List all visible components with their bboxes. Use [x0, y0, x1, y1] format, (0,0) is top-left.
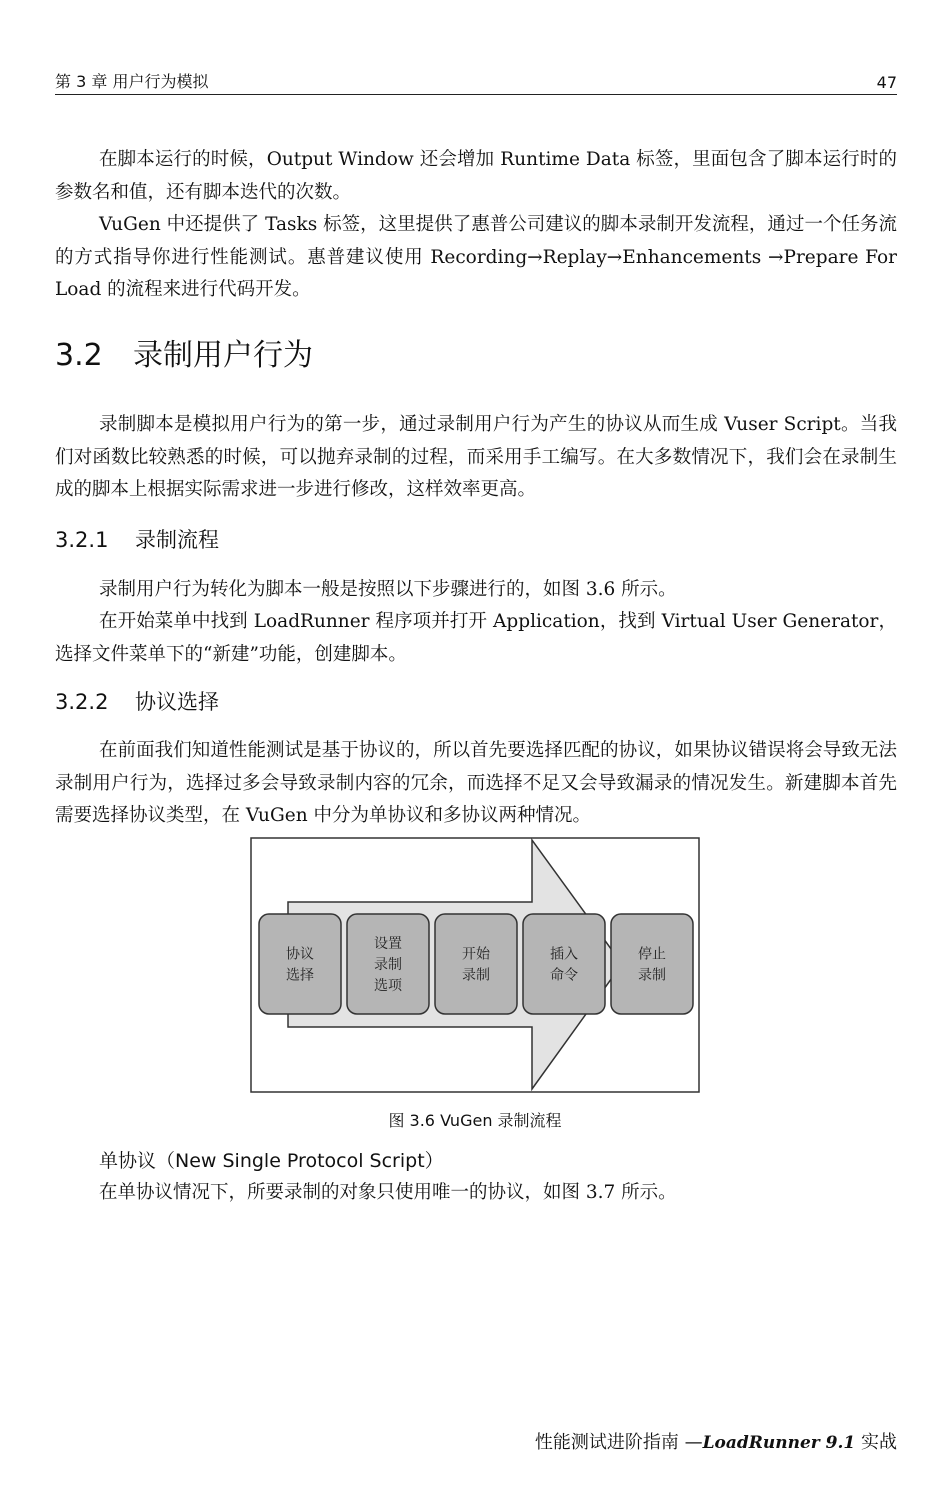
chapter-title: 第 3 章 用户行为模拟	[55, 72, 209, 91]
footer-suffix: 实战	[855, 1432, 897, 1453]
flow-step-label: 录制	[638, 967, 666, 984]
paragraph-single-protocol: 在单协议情况下，所要录制的对象只使用唯一的协议，如图 3.7 所示。	[99, 1182, 677, 1203]
section-heading-3-2-2	[55, 686, 219, 716]
paragraph-output-window: 在脚本运行的时候，Output Window 还会增加 Runtime Data 标签，里面包含了脚本运行时的参数名和值，还有脚本迭代的次数。	[55, 149, 897, 203]
footer-book-title: 性能测试进阶指南 —	[534, 1432, 703, 1453]
paragraph-steps-intro: 录制用户行为转化为脚本一般是按照以下步骤进行的，如图 3.6 所示。	[99, 579, 677, 600]
flow-step-label: 开始	[462, 946, 490, 963]
running-footer	[535, 1428, 897, 1454]
subheading-single-protocol: 单协议（New Single Protocol Script）	[99, 1150, 444, 1172]
section-number: 3.2.1	[55, 528, 109, 552]
flow-step-box	[435, 914, 517, 1014]
flow-diagram	[250, 837, 700, 1093]
section-title: 协议选择	[135, 690, 219, 714]
flow-step-box	[611, 914, 693, 1014]
section-heading-3-2	[55, 330, 313, 374]
flow-step-label: 命令	[550, 967, 578, 984]
flow-step-label: 协议	[286, 946, 314, 963]
flow-step-label: 录制	[462, 967, 490, 984]
section-title: 录制用户行为	[133, 338, 313, 373]
footer-product: LoadRunner 9.1	[702, 1433, 856, 1453]
section-number: 3.2	[55, 338, 103, 373]
paragraph-recording-intro: 录制脚本是模拟用户行为的第一步，通过录制用户行为产生的协议从而生成 Vuser Script。当我们对函数比较熟悉的时候，可以抛弃录制的过程，而采用手工编写。在大多数情况下，我们会在录制生成的脚本上根据实际需求进一步进行修改，这样效率更高。	[55, 414, 897, 500]
running-header	[55, 70, 897, 95]
flow-step-label: 停止	[638, 946, 666, 963]
figure-vugen-flow	[250, 837, 700, 1093]
section-heading-3-2-1	[55, 524, 219, 554]
paragraph-tasks: VuGen 中还提供了 Tasks 标签，这里提供了惠普公司建议的脚本录制开发流程，通过一个任务流的方式指导你进行性能测试。惠普建议使用 Recording→Replay→Enhancements →Prepare For Load 的流程来进行代码开发。	[55, 214, 897, 300]
flow-step-label: 选择	[286, 967, 314, 984]
flow-step-box	[259, 914, 341, 1014]
figure-caption: 图 3.6 VuGen 录制流程	[388, 1111, 562, 1130]
flow-step-label: 录制	[374, 957, 402, 973]
paragraph-start-menu: 在开始菜单中找到 LoadRunner 程序项并打开 Application，找到 Virtual User Generator，选择文件菜单下的“新建”功能，创建脚本。	[55, 611, 897, 665]
section-number: 3.2.2	[55, 690, 109, 714]
flow-step-label: 插入	[550, 946, 578, 963]
flow-step-box	[523, 914, 605, 1014]
flow-step-label: 选项	[374, 978, 402, 994]
paragraph-protocol: 在前面我们知道性能测试是基于协议的，所以首先要选择匹配的协议，如果协议错误将会导致无法录制用户行为，选择过多会导致录制内容的冗余，而选择不足又会导致漏录的情况发生。新建脚本首先需要选择协议类型，在 VuGen 中分为单协议和多协议两种情况。	[55, 740, 897, 826]
section-title: 录制流程	[135, 528, 219, 552]
flow-step-label: 设置	[374, 936, 402, 952]
page-number: 47	[876, 73, 897, 92]
